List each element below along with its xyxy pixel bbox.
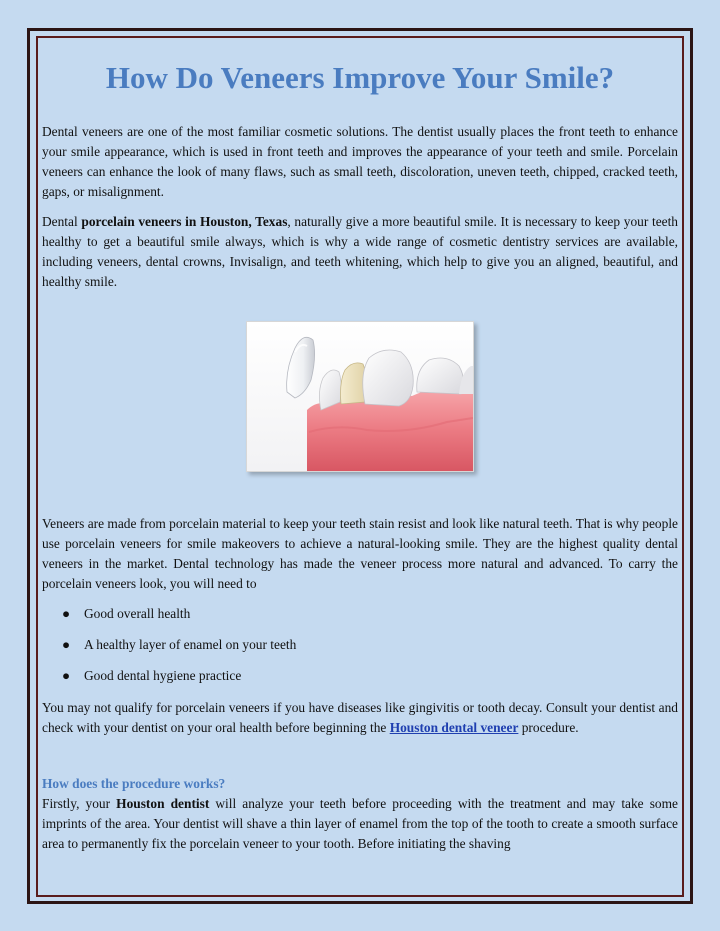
procedure-paragraph xyxy=(42,794,678,854)
veneer-teeth-image xyxy=(247,322,473,471)
list-item-text: Good dental hygiene practice xyxy=(84,668,242,683)
page-title: How Do Veneers Improve Your Smile? xyxy=(105,60,615,95)
bullet-icon: ● xyxy=(62,668,71,683)
para5-prefix: Firstly, your xyxy=(42,796,117,811)
para5-bold-phrase: Houston dentist xyxy=(116,796,210,811)
bullet-icon: ● xyxy=(62,637,71,652)
houston-dental-veneer-link[interactable]: Houston dental veneer xyxy=(389,720,519,735)
procedure-subheading: How does the procedure works? xyxy=(42,776,226,791)
list-item xyxy=(42,604,678,624)
para5-suffix: will analyze your teeth before proceeding with the treatment and may take some imprints of the area. Your dentist will shave a thin layer of enamel from the top of the tooth to create a smooth surface area to permanently fix the porcelain veneer to your tooth. Before initiating the shaving xyxy=(42,796,678,851)
list-item xyxy=(42,635,678,655)
intro-paragraph: Dental veneers are one of the most familiar cosmetic solutions. The dentist usually places the front teeth to enhance your smile appearance, which is used in front teeth and improves the appearance of your teeth and smile. Porcelain veneers can enhance the look of many flaws, such as small teeth, discoloration, uneven teeth, chipped, cracked teeth, gaps, or misalignment. xyxy=(42,124,678,199)
list-item-text: A healthy layer of enamel on your teeth xyxy=(84,637,297,652)
document-body xyxy=(42,40,678,854)
para4-text: You may not qualify for porcelain veneers if you have diseases like gingivitis or tooth decay. Consult your dentist and check with your dentist on your oral health before beginning the xyxy=(42,700,678,735)
para4-suffix: procedure. xyxy=(518,720,579,735)
porcelain-material-paragraph: Veneers are made from porcelain material to keep your teeth stain resist and look like natural teeth. That is why people use porcelain veneers for smile makeovers to achieve a natural-looking smile. They are the highest quality dental veneers in the market. Dental technology has made the veneer process more natural and advanced. To carry the porcelain veneers look, you will need to xyxy=(42,516,678,591)
para2-bold-phrase: porcelain veneers in Houston, Texas xyxy=(81,214,288,229)
para2-suffix: , naturally give a more beautiful smile. It is necessary to keep your teeth healthy to get a beautiful smile always, which is why a wide range of cosmetic dentistry services are available, including veneers, dental crowns, Invisalign, and teeth whitening, which help to give you an aligned, beautiful, and healthy smile. xyxy=(42,214,678,289)
list-item-text: Good overall health xyxy=(84,606,191,621)
bullet-icon: ● xyxy=(62,606,71,621)
veneers-houston-paragraph xyxy=(42,212,678,292)
qualification-paragraph xyxy=(42,698,678,738)
requirements-list xyxy=(42,604,678,686)
list-item xyxy=(42,666,678,686)
para2-prefix: Dental xyxy=(42,214,82,229)
veneer-illustration xyxy=(246,321,474,472)
